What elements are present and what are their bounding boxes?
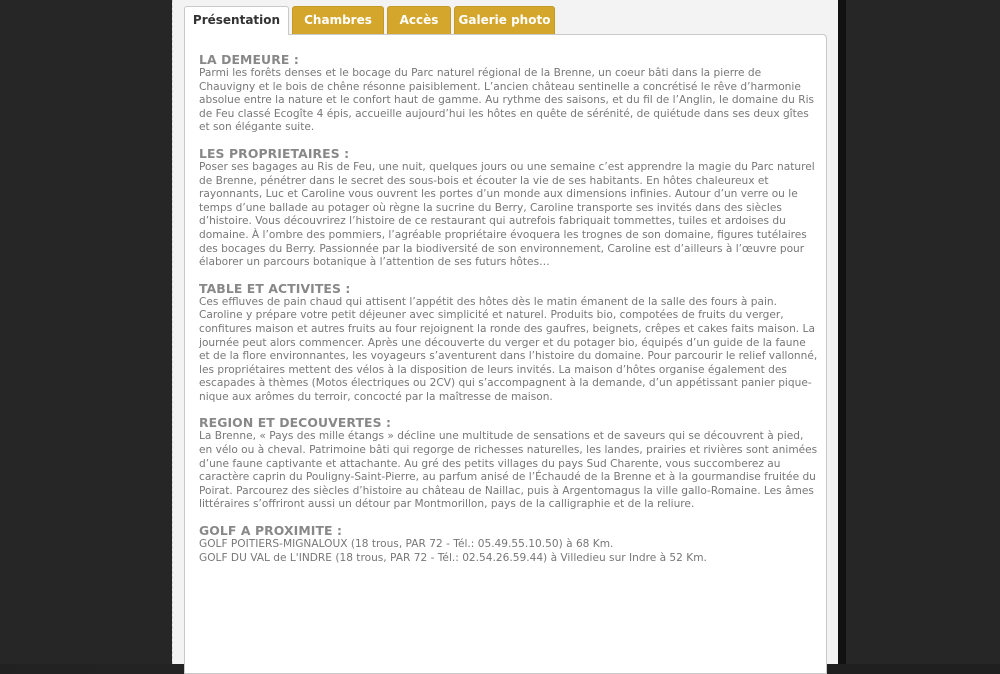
background-left: [0, 0, 172, 664]
tab-chambres[interactable]: Chambres: [292, 6, 384, 34]
golf-line-val-indre: GOLF DU VAL de L'INDRE (18 trous, PAR 72 - Tél.: 02.54.26.59.44) à Villedieu sur Indre à 52 Km.: [199, 551, 707, 564]
presentation-content: [199, 53, 819, 577]
section-table-activites: [199, 282, 819, 405]
section-heading: LA DEMEURE :: [199, 52, 299, 67]
section-heading: GOLF A PROXIMITE :: [199, 523, 343, 539]
section-proprietaires: [199, 147, 819, 270]
section-text: Ces effluves de pain chaud qui attisent l’appétit des hôtes dès le matin émanent de la salle des fours à pain. Caroline y prépare votre petit déjeuner avec simplicité et naturel. Produits bio, compotées de fruits du verger, confitures maison et autres fruits au four rejoignent la ronde des gaufres, beignets, crêpes et cakes faits maison. La journée peut alors commencer. Après une découverte du verger et du potager bio, équipés d’un guide de la faune et de la flore environnantes, les voyageurs s’aventurent dans l’histoire du domaine. Pour parcourir le relief vallonné, les propriétaires mettent des vélos à la disposition de leurs invités. La maison d’hôtes organise également des escapades à thèmes (Motos électriques ou 2CV) qui s’accompagnent à la demande, d’un appétissant panier pique-nique aux arômes du terroir, concocté par la maîtresse de maison.: [199, 295, 818, 403]
page-edge: [838, 0, 846, 664]
section-demeure: [199, 53, 819, 135]
section-text: Poser ses bagages au Ris de Feu, une nuit, quelques jours ou une semaine c’est apprendre la magie du Parc naturel de Brenne, pénétrer dans le secret des sous-bois et écouter la vie de ses habitants. En hôtes chaleureux et rayonnants, Luc et Caroline vous ouvrent les portes d’un monde aux dimensions infinies. Autour d’un verre ou le temps d’une ballade au potager où règne la sucrine du Berry, Caroline transporte ses invités dans des siècles d’histoire. Vous découvrirez l’histoire de ce restaurant qui autrefois fabriquait tommettes, tuiles et ardoises du domaine. À l’ombre des pommiers, l’agréable propriétaire évoquera les trognes de son domaine, figures tutélaires des bocages du Berry. Passionnée par la biodiversité de son environnement, Caroline est d’ailleurs à l’œuvre pour élaborer un parcours botanique à l’attention de ses futurs hôtes…: [199, 160, 815, 269]
section-golf: [199, 524, 819, 565]
tab-acces[interactable]: Accès: [387, 6, 451, 34]
tab-galerie-photo[interactable]: Galerie photo: [454, 6, 555, 34]
section-heading: REGION ET DECOUVERTES :: [199, 415, 392, 431]
section-heading: TABLE ET ACTIVITES :: [199, 280, 351, 296]
background-right: [846, 0, 1000, 664]
section-text: Parmi les forêts denses et le bocage du Parc naturel régional de la Brenne, un coeur bâti dans la pierre de Chauvigny et le bois de chêne résonne paisiblement. L’ancien château sentinelle a concrétisé le rêve d’harmonie absolue entre la nature et le confort haut de gamme. Au rythme des saisons, et du fil de l’Anglin, le domaine du Ris de Feu classé Ecogîte 4 épis, accueille aujourd’hui les hôtes en quête de sérénité, de quiétude dans ses deux gîtes et son élégante suite.: [199, 67, 815, 134]
tab-presentation[interactable]: Présentation: [184, 6, 289, 35]
section-heading: LES PROPRIETAIRES :: [199, 145, 350, 161]
section-region-decouvertes: [199, 416, 819, 512]
section-text: La Brenne, « Pays des mille étangs » décline une multitude de sensations et de saveurs qui se découvrent à pied, en vélo ou à cheval. Patrimoine bâti qui regorge de richesses naturelles, les landes, prairies et rivières sont animées d’une faune captivante et attachante. Au gré des petits villages du pays Sud Charente, vous succomberez au caractère caprin du Pouligny-Saint-Pierre, au parfum anisé de l’Échaudé de la Brenne et à la gourmandise fruitée du Poirat. Parcourez des siècles d’histoire au château de Naillac, puis à Argentomagus la ville gallo-Romaine. Les âmes littéraires s’offriront aussi un détour par Montmorillon, pays de la calligraphie et de la reliure.: [199, 430, 818, 511]
golf-line-poitiers: GOLF POITIERS-MIGNALOUX (18 trous, PAR 72 - Tél.: 05.49.55.10.50) à 68 Km.: [199, 538, 614, 551]
